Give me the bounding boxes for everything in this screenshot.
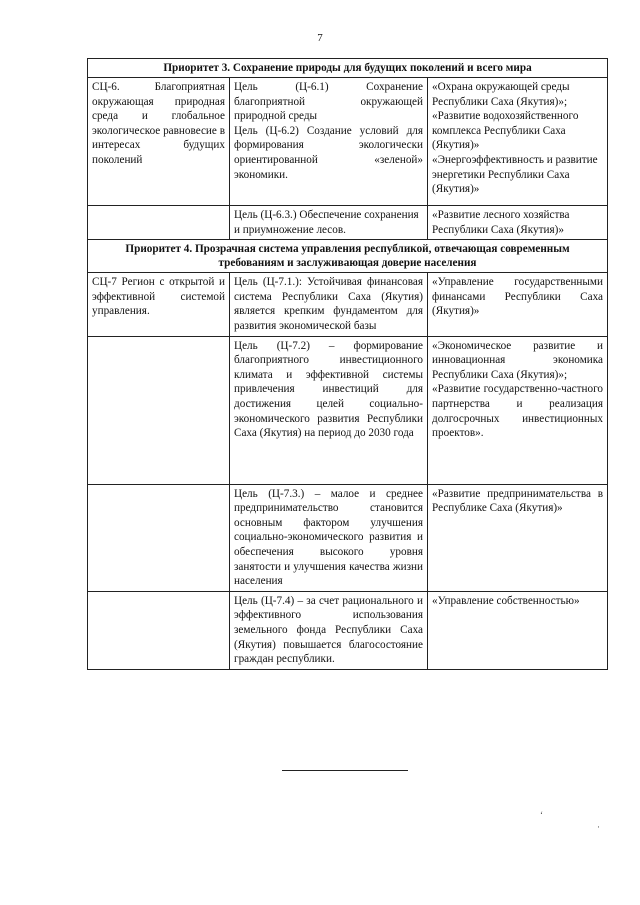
table-row bbox=[88, 206, 608, 240]
goal-cell bbox=[88, 273, 230, 336]
strategy-table bbox=[87, 58, 608, 670]
target-text: Цель (Ц-7.4) – за счет рационального и эффективного использования земельного фонда Республики Саха (Якутия) повышается благосостояние граждан республики. bbox=[234, 594, 423, 666]
program-cell bbox=[428, 336, 608, 484]
target-cell bbox=[230, 336, 428, 484]
goal-cell bbox=[88, 484, 230, 591]
target-text: Цель (Ц-7.1.): Устойчивая финансовая система Республики Саха (Якутия) является крепким фундаментом для развития экономической базы bbox=[234, 276, 423, 332]
program-text: «Охрана окружающей среды Республики Саха (Якутия)»; bbox=[432, 81, 570, 108]
goal-cell bbox=[88, 591, 230, 669]
target-text: Цель (Ц-6.3.) Обеспечение сохранения и приумножение лесов. bbox=[234, 209, 419, 236]
goal-text: СЦ-7 Регион с открытой и эффективной системой управления. bbox=[92, 276, 225, 318]
table-row bbox=[88, 484, 608, 591]
page-number: 7 bbox=[317, 32, 323, 44]
program-text: «Развитие лесного хозяйства Республики Саха (Якутия)» bbox=[432, 209, 570, 236]
target-cell bbox=[230, 273, 428, 336]
program-text: «Управление собственностью» bbox=[432, 594, 580, 607]
goal-cell bbox=[88, 78, 230, 206]
priority-3-title: Приоритет 3. Сохранение природы для будущих поколений и всего мира bbox=[88, 59, 608, 78]
program-cell bbox=[428, 591, 608, 669]
program-cell bbox=[428, 78, 608, 206]
target-text: Цель (Ц-6.2) Создание условий для формирования экологически ориентированной «зеленой» экономики. bbox=[234, 124, 423, 181]
target-cell bbox=[230, 484, 428, 591]
target-cell bbox=[230, 206, 428, 240]
program-text: «Энергоэффективность и развитие энергетики Республики Саха (Якутия)» bbox=[432, 153, 598, 196]
table-row bbox=[88, 78, 608, 206]
goal-cell bbox=[88, 206, 230, 240]
goal-cell bbox=[88, 336, 230, 484]
table-row bbox=[88, 273, 608, 336]
scan-speck: ‘ bbox=[540, 810, 543, 820]
table-row bbox=[88, 591, 608, 669]
scan-speck: · bbox=[597, 822, 600, 832]
program-cell bbox=[428, 206, 608, 240]
table-row bbox=[88, 336, 608, 484]
footer-divider bbox=[282, 770, 408, 771]
table-row bbox=[88, 240, 608, 273]
program-cell bbox=[428, 484, 608, 591]
target-cell bbox=[230, 78, 428, 206]
table-row bbox=[88, 59, 608, 78]
program-cell bbox=[428, 273, 608, 336]
program-text: «Развитие предпринимательства в Республике Саха (Якутия)» bbox=[432, 487, 603, 515]
priority-4-title: Приоритет 4. Прозрачная система управления республикой, отвечающая современным требованиям и заслуживающая доверие населения bbox=[88, 240, 608, 273]
program-text: «Экономическое развитие и инновационная экономика Республики Саха (Якутия)»; bbox=[432, 339, 603, 381]
program-text: «Развитие водохозяйственного комплекса Республики Саха (Якутия)» bbox=[432, 110, 579, 152]
target-text: Цель (Ц-7.2) – формирование благоприятного инвестиционного климата и эффективной системы привлечения инвестиций для достижения целей социально-экономического развития Республики Саха (Якутия) на период до 2030 года bbox=[234, 339, 423, 440]
program-text: «Развитие государственно-частного партнерства и реализация долгосрочных инвестиционных проектов». bbox=[432, 383, 603, 440]
goal-text: СЦ-6. Благоприятная окружающая природная среда и глобальное экологическое равновесие в интересах будущих поколений bbox=[92, 81, 225, 166]
program-text: «Управление государственными финансами Республики Саха (Якутия)» bbox=[432, 276, 603, 318]
target-text: Цель (Ц-6.1) Сохранение благоприятной окружающей природной среды bbox=[234, 81, 423, 123]
target-cell bbox=[230, 591, 428, 669]
target-text: Цель (Ц-7.3.) – малое и среднее предпринимательство становится основным фактором улучшения социально-экономического развития и обеспечения высокого уровня занятости и улучшения качества жизни населения bbox=[234, 487, 423, 588]
